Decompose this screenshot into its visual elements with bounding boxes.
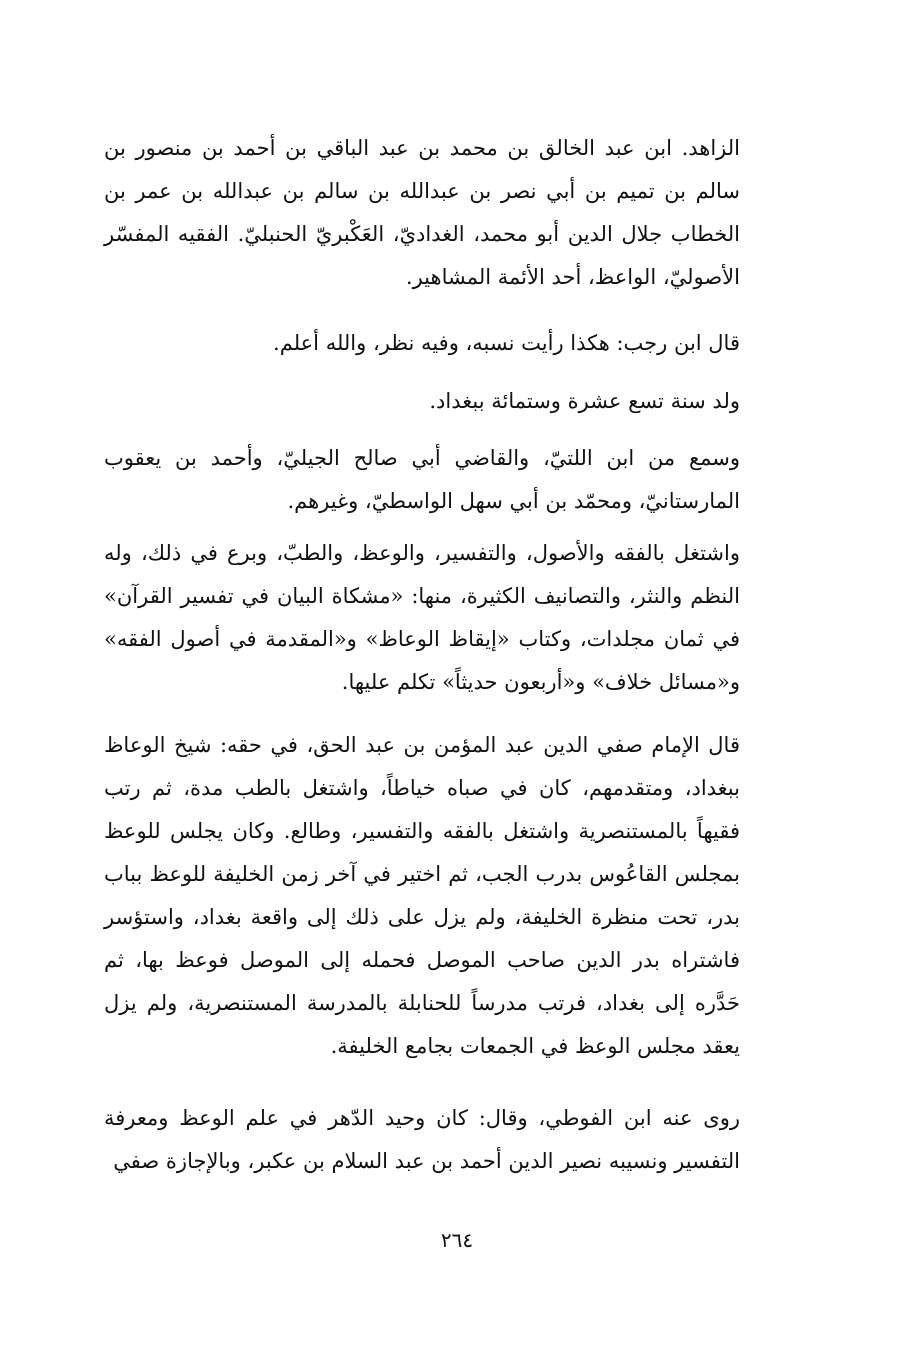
paragraph-ibn-al-fuwati: روى عنه ابن الفوطي، وقال: كان وحيد الدّهر في علم الوعظ ومعرفة التفسير ونسيبه نصير الدين أحمد بن عبد السلام بن عكبر، وبالإجازة صفي bbox=[104, 1106, 740, 1173]
paragraph-ibn-rajab-note: قال ابن رجب: هكذا رأيت نسبه، وفيه نظر، والله أعلم. bbox=[273, 331, 740, 355]
paragraph-biography-lineage: الزاهد. ابن عبد الخالق بن محمد بن عبد الباقي بن أحمد بن منصور بن سالم بن تميم بن أبي نصر بن عبدالله بن سالم بن عبدالله بن عمر بن الخطاب جلال الدين أبو محمد، الغداديّ، العَكْبريّ الحنبليّ. الفقيه المفسّر الأصوليّ، الواعظ، أحد الأئمة المشاهير. bbox=[104, 136, 740, 289]
paragraph-teachers: وسمع من ابن اللتيّ، والقاضي أبي صالح الجيليّ، وأحمد بن يعقوب المارستانيّ، ومحمّد بن أبي سهل الواسطيّ، وغيرهم. bbox=[104, 446, 740, 513]
page-number: ٢٦٤ bbox=[440, 1228, 474, 1252]
paragraph-works: واشتغل بالفقه والأصول، والتفسير، والوعظ، والطبّ، وبرع في ذلك، وله النظم والنثر، والتصانيف الكثيرة، منها: «مشكاة البيان في تفسير القرآن» في ثمان مجلدات، وكتاب «إيقاظ الوعاظ» و«المقدمة في أصول الفقه» و«مسائل خلاف» و«أربعون حديثاً» تكلم عليها. bbox=[104, 541, 740, 694]
paragraph-birth: ولد سنة تسع عشرة وستمائة ببغداد. bbox=[429, 389, 740, 413]
paragraph-safi-al-din-account: قال الإمام صفي الدين عبد المؤمن بن عبد الحق، في حقه: شيخ الوعاظ ببغداد، ومتقدمهم، كان في صباه خياطاً، واشتغل بالطب مدة، ثم رتب فقيهاً بالمستنصرية واشتغل بالفقه والتفسير، وطالع. وكان يجلس للوعظ بمجلس القاعُوس بدرب الجب، ثم اختير في آخر زمن الخليفة للوعظ بباب بدر، تحت منظرة الخليفة، ولم يزل على ذلك إلى واقعة بغداد، واستؤسر فاشتراه بدر الدين صاحب الموصل فحمله إلى الموصل فوعظ بها، ثم حَدَّره إلى بغداد، فرتب مدرساً للحنابلة بالمدرسة المستنصرية، ولم يزل يعقد مجلس الوعظ في الجمعات بجامع الخليفة. bbox=[104, 733, 740, 1058]
